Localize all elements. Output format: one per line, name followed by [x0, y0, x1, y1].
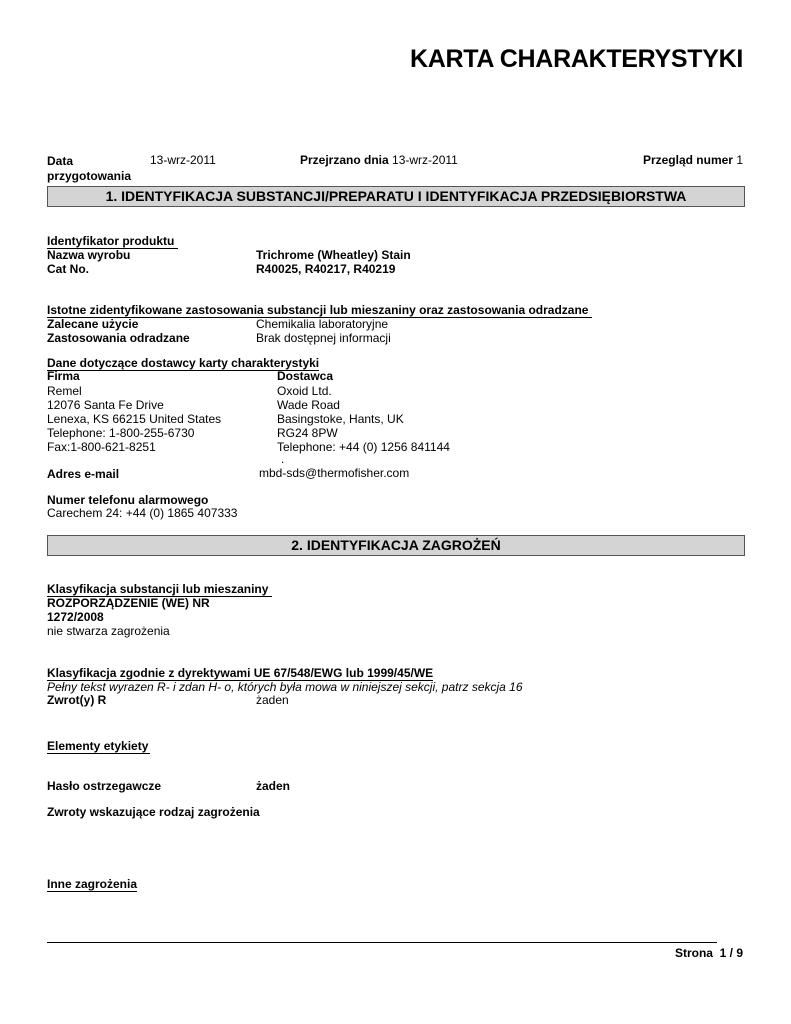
fulltext-note: Pełny tekst wyrazen R- i zdan H- o, których była mowa w niniejszej sekcji, patrz sekcja 16	[47, 680, 523, 694]
supplier-line: Basingstoke, Hants, UK	[277, 412, 404, 426]
supplier-address	[277, 384, 450, 464]
page-label: Strona	[674, 946, 713, 960]
revision-value: 1	[736, 153, 743, 167]
emergency-phone-value: Carechem 24: +44 (0) 1865 407333	[47, 506, 238, 520]
product-name-label: Nazwa wyrobu	[47, 248, 131, 262]
supplier-line: Oxoid Ltd.	[277, 384, 332, 398]
company-address	[47, 384, 221, 454]
document-title: KARTA CHARAKTERYSTYKI	[409, 45, 743, 73]
signal-word-value: żaden	[256, 779, 291, 793]
uses-advised-against-label: Zastosowania odradzane	[47, 331, 190, 345]
label-elements-heading: Elementy etykiety	[47, 739, 149, 753]
prepared-date-label-2: przygotowania	[47, 169, 132, 183]
footer-divider	[47, 942, 717, 943]
company-line: 12076 Santa Fe Drive	[47, 398, 164, 412]
r-phrases-label: Zwrot(y) R	[47, 693, 107, 707]
page-value: 1 / 9	[719, 946, 743, 960]
cat-no-label: Cat No.	[47, 262, 89, 276]
reviewed-value: 13-wrz-2011	[392, 153, 458, 167]
recommended-use-value: Chemikalia laboratoryjne	[256, 317, 389, 331]
classification-heading: Klasyfikacja substancji lub mieszaniny	[47, 582, 272, 597]
product-id-heading: Identyfikator produktu	[47, 234, 178, 249]
r-phrases-value: żaden	[256, 693, 289, 707]
emergency-phone-heading: Numer telefonu alarmowego	[47, 493, 209, 507]
supplier-label: Dostawca	[277, 369, 334, 383]
hazard-statements-label: Zwroty wskazujące rodzaj zagrożenia	[47, 805, 260, 819]
uses-heading: Istotne zidentyfikowane zastosowania substancji lub mieszaniny oraz zastosowania odradzane	[47, 303, 592, 318]
directive-heading: Klasyfikacja zgodnie z dyrektywami UE 67/548/EWG lub 1999/45/WE	[47, 666, 434, 680]
prepared-date-value: 13-wrz-2011	[150, 153, 216, 167]
cat-no-value: R40025, R40217, R40219	[256, 262, 396, 276]
company-line: Telephone: 1-800-255-6730	[47, 426, 195, 440]
company-label: Firma	[47, 369, 80, 383]
section-2-heading: 2. IDENTYFIKACJA ZAGROŻEŃ	[47, 535, 745, 556]
supplier-line: RG24 8PW	[277, 426, 338, 440]
reviewed-date	[300, 153, 458, 167]
supplier-line: Telephone: +44 (0) 1256 841144	[277, 440, 450, 454]
section-1-heading: 1. IDENTYFIKACJA SUBSTANCJI/PREPARATU I IDENTYFIKACJA PRZEDSIĘBIORSTWA	[47, 186, 745, 207]
regulation-value: nie stwarza zagrożenia	[47, 624, 170, 638]
revision-label: Przegląd numer	[642, 153, 733, 167]
company-line: Lenexa, KS 66215 United States	[47, 412, 222, 426]
email-label: Adres e-mail	[47, 467, 120, 481]
reviewed-label: Przejrzano dnia	[300, 153, 389, 167]
regulation-line-1: ROZPORZĄDZENIE (WE) NR	[47, 596, 210, 610]
supplier-heading: Dane dotyczące dostawcy karty charakterystyki	[47, 356, 320, 370]
recommended-use-label: Zalecane użycie	[47, 317, 139, 331]
signal-word-label: Hasło ostrzegawcze	[47, 779, 162, 793]
company-line: Remel	[47, 384, 82, 398]
uses-advised-against-value: Brak dostępnej informacji	[256, 331, 391, 345]
other-hazards-heading: Inne zagrożenia	[47, 877, 138, 891]
email-value[interactable]: mbd-sds@thermofisher.com	[259, 466, 410, 480]
product-name-value: Trichrome (Wheatley) Stain	[256, 248, 411, 262]
supplier-line: Wade Road	[277, 398, 340, 412]
supplier-line: .	[281, 452, 285, 466]
revision-number	[643, 153, 743, 167]
prepared-date-label: Data	[47, 154, 74, 168]
page-number	[675, 946, 743, 960]
company-line: Fax:1-800-621-8251	[47, 440, 156, 454]
regulation-line-2: 1272/2008	[47, 610, 104, 624]
